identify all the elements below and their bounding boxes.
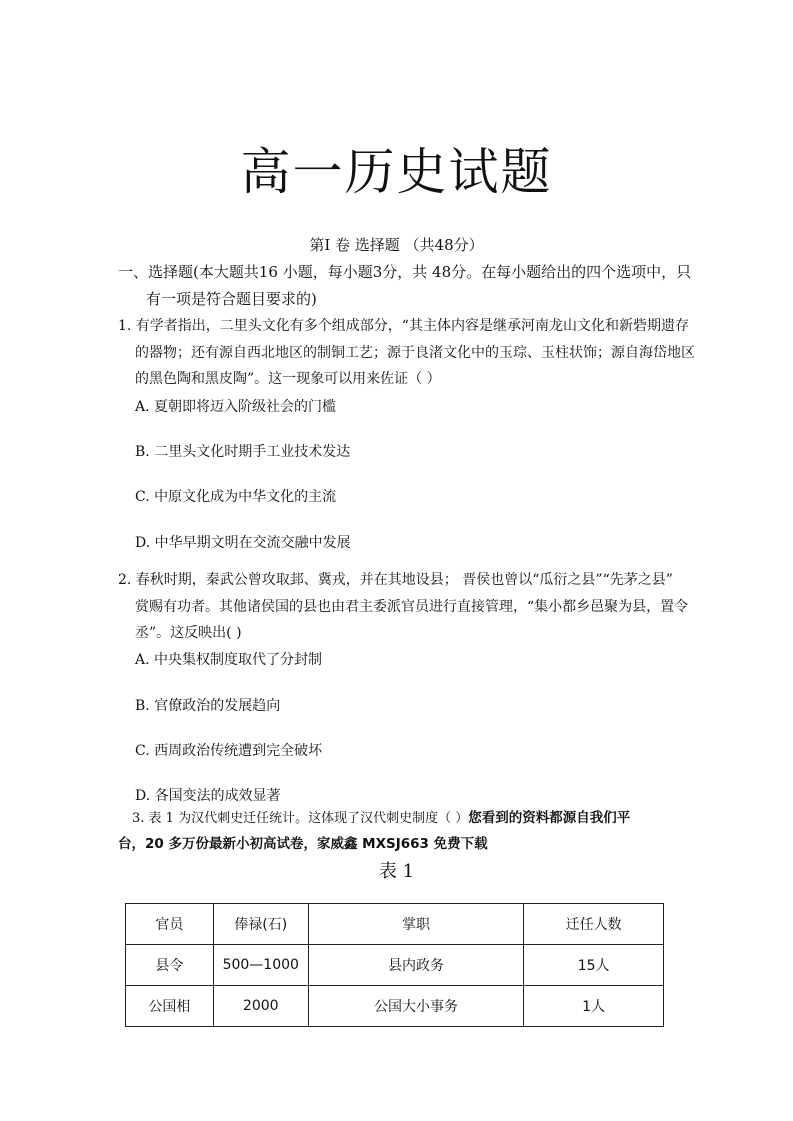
table-row	[126, 986, 664, 1027]
ad-text-part-2: 台，20 多万份最新小初高试卷，家威鑫 MXSJ663 免费下载	[118, 836, 488, 852]
q1-stem-line-2: 的器物；还有源自西北地区的制铜工艺；源于良渚文化中的玉琮、玉柱状饰；源自海岱地区	[135, 345, 695, 361]
table-caption: 表 1	[378, 861, 415, 882]
table-cell: 县令	[126, 945, 214, 986]
table-header-cell: 掌职	[308, 904, 524, 945]
q2-stem-line-2: 赏赐有功者。其他诸侯国的县也由君主委派官员进行直接管理，“集小都乡邑聚为县，置令	[135, 599, 689, 615]
q3-text: 3. 表 1 为汉代刺史迁任统计。这体现了汉代刺史制度（ ）	[132, 811, 469, 826]
q2-stem-line-3: 丞”。这反映出( )	[135, 625, 242, 641]
q1-option-c: C. 中原文化成为中华文化的主流	[135, 489, 337, 505]
q2-option-b: B. 官僚政治的发展趋向	[135, 698, 281, 714]
table-row	[126, 945, 664, 986]
q2-option-c: C. 西周政治传统遭到完全破坏	[135, 743, 323, 759]
q1-option-d: D. 中华早期文明在交流交融中发展	[135, 535, 351, 551]
transfer-table	[125, 903, 664, 1027]
table-header-cell: 迁任人数	[524, 904, 664, 945]
q2-stem-line-1: 2. 春秋时期，秦武公曾攻取邽、冀戎，并在其地设县； 晋侯也曾以“瓜衍之县”“先茅之县”	[118, 572, 673, 588]
table-header-row	[126, 904, 664, 945]
q2-option-d: D. 各国变法的成效显著	[135, 788, 281, 804]
table-cell: 500—1000	[213, 945, 308, 986]
ad-text-part-1: 您看到的资料都源自我们平	[468, 810, 631, 826]
table-header-cell: 俸禄(石)	[213, 904, 308, 945]
instructions-line-2: 有一项是符合题目要求的)	[146, 290, 317, 308]
table-header-cell: 官员	[126, 904, 214, 945]
exam-title: 高一历史试题	[240, 143, 553, 201]
table-cell: 县内政务	[308, 945, 524, 986]
q1-option-a: A. 夏朝即将迈入阶级社会的门槛	[135, 399, 337, 415]
table-cell: 15人	[524, 945, 664, 986]
table-cell: 公国相	[126, 986, 214, 1027]
q2-option-a: A. 中央集权制度取代了分封制	[135, 652, 323, 668]
q1-stem-line-3: 的黑色陶和黑皮陶”。这一现象可以用来佐证（ ）	[135, 371, 441, 387]
q1-stem-line-1: 1. 有学者指出，二里头文化有多个组成部分，“其主体内容是继承河南龙山文化和新砦期遗存	[118, 318, 689, 334]
section-header: 第Ⅰ 卷 选择题 （共48分）	[309, 236, 484, 254]
q1-option-b: B. 二里头文化时期手工业技术发达	[135, 444, 351, 460]
instructions-line-1: 一、选择题(本大题共16 小题，每小题3分，共 48分。在每小题给出的四个选项中，只	[118, 263, 692, 281]
table-cell: 公国大小事务	[308, 986, 524, 1027]
table-cell: 1人	[524, 986, 664, 1027]
table-cell: 2000	[213, 986, 308, 1027]
q3-stem	[132, 808, 630, 829]
